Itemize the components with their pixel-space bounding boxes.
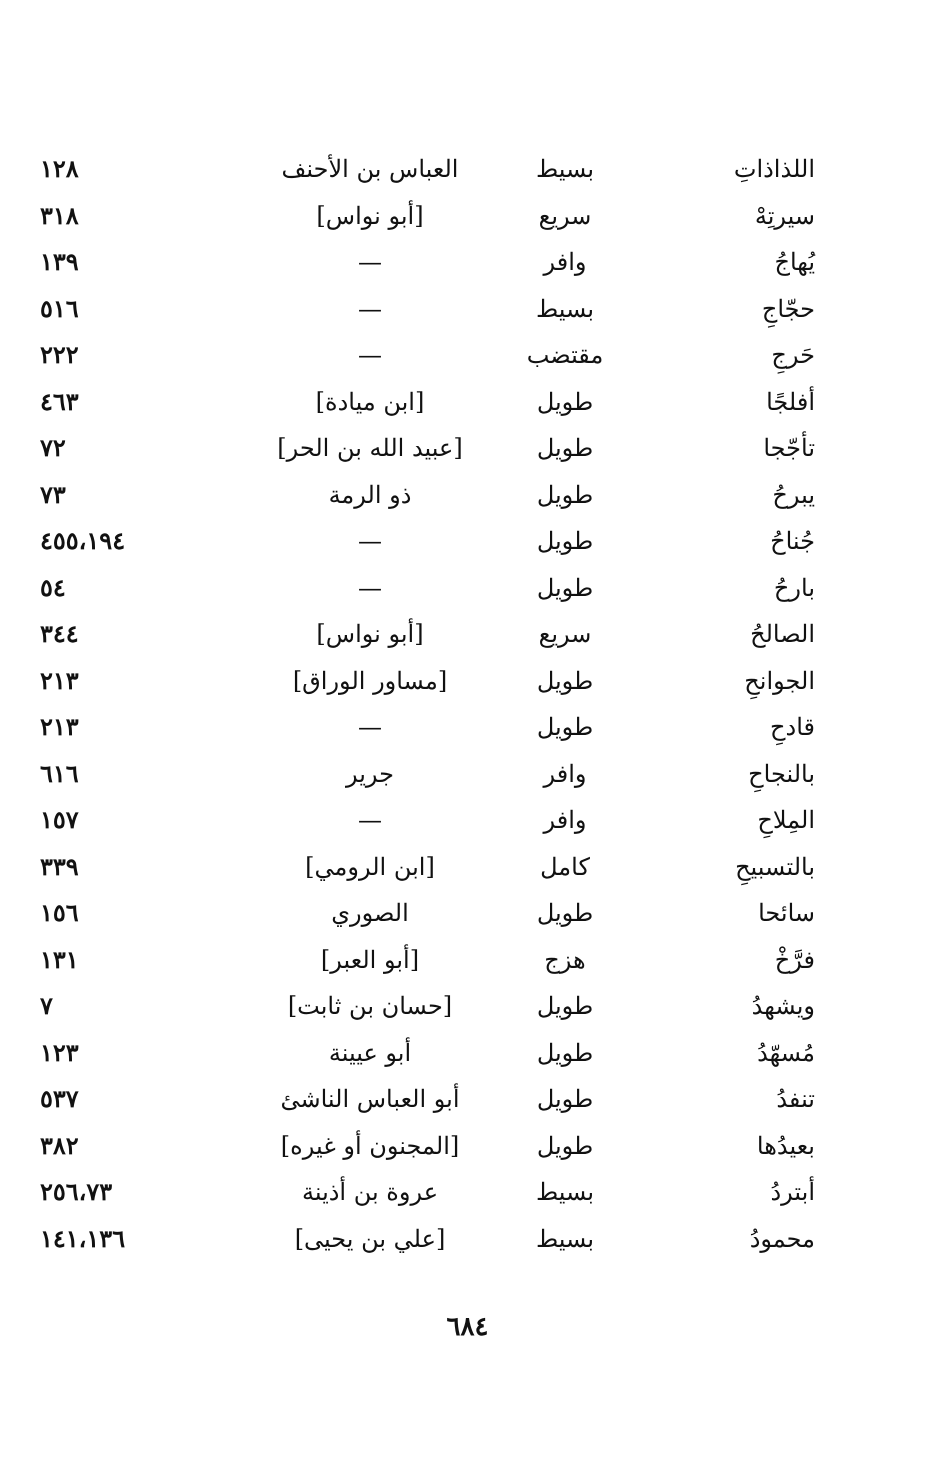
index-row [0,379,935,426]
index-row [0,193,935,240]
poet-name: — [358,248,382,276]
meter: طويل [536,573,594,602]
page-references: ٣١٨ [40,200,79,230]
index-row [0,1076,935,1123]
poet-name: أبو عيينة [328,1038,412,1067]
index-row [0,565,935,612]
page-references: ٣٨٢ [40,1130,79,1160]
rhyme-word: أفلجًا [766,387,815,416]
index-row [0,751,935,798]
poet-name: [ابن الرومي] [305,852,435,881]
index-row [0,146,935,193]
rhyme-word: بارحُ [773,573,815,602]
index-row [0,611,935,658]
poet-name: — [358,713,382,741]
meter: سريع [538,620,592,648]
rhyme-word: حجّاجِ [761,294,815,323]
meter: طويل [536,899,594,927]
index-row [0,1169,935,1216]
poet-name: — [358,573,382,602]
rhyme-word: أبتردُ [770,1178,815,1206]
poet-name: [ابن ميادة] [315,387,425,416]
page-references: ١٢٨ [40,154,79,183]
poet-name: [علي بن يحيى] [294,1224,446,1253]
poetry-index-table [0,146,935,1262]
index-row [0,332,935,379]
page-references: ٢١٣ [40,665,79,695]
meter: مقتضب [526,341,604,369]
rhyme-word: ويشهدُ [751,992,815,1020]
page-references: ٥١٦ [40,293,79,323]
page-references: ١٢٣ [40,1037,79,1067]
meter: طويل [536,1038,594,1067]
rhyme-word: المِلاحِ [757,806,815,834]
rhyme-word: قادحِ [770,713,815,741]
index-row [0,844,935,891]
poet-name: [المجنون أو غيره] [280,1131,460,1160]
poet-name: جرير [346,759,394,788]
index-row [0,890,935,937]
poet-name: الصوري [331,899,409,927]
rhyme-word: اللذاذاتِ [733,155,815,183]
page-references: ٤٦٣ [40,386,79,416]
meter: طويل [536,1085,594,1113]
rhyme-word: سيرتِهْ [754,201,815,230]
page-references: ١٥٦ [40,898,79,927]
meter: سريع [538,201,592,230]
index-row [0,797,935,844]
page-references: ٥٣٧ [40,1084,79,1113]
page-references: ٧٣ [40,479,66,509]
index-row [0,1123,935,1170]
rhyme-word: جُناحُ [770,527,815,555]
rhyme-word: تنفدُ [776,1085,815,1113]
poet-name: [أبو العبر] [320,945,420,974]
rhyme-word: تأجّجا [763,434,815,462]
page-references: ٧ [40,991,53,1020]
meter: طويل [536,666,594,695]
index-row [0,239,935,286]
poet-name: [حسان بن ثابت] [287,992,453,1020]
rhyme-word: بالتسبيحِ [735,852,815,881]
rhyme-word: يُهاجُ [774,248,815,276]
poet-name: — [358,527,382,555]
poet-name: عروة بن أذينة [301,1178,439,1206]
meter: بسيط [535,155,595,183]
rhyme-word: الجوانحِ [744,666,815,695]
index-row [0,1216,935,1263]
poet-name: [عبيد الله بن الحر] [277,434,463,462]
poet-name: — [358,806,382,834]
rhyme-word: يبرحُ [772,480,815,509]
meter: وافر [543,806,587,834]
meter: بسيط [535,1224,595,1253]
rhyme-word: مُسهّدُ [757,1038,815,1067]
page-references: ٤٥٥،١٩٤ [40,526,126,555]
page-references: ١٣١ [40,944,79,974]
index-row [0,983,935,1030]
page-references: ١٤١،١٣٦ [40,1223,126,1253]
poet-name: [أبو نواس] [316,620,424,648]
meter: طويل [536,480,594,509]
page-references: ١٥٧ [40,805,79,834]
rhyme-word: بالنجاحِ [748,759,815,788]
index-row [0,1030,935,1077]
meter: كامل [540,852,590,881]
page-references: ٥٤ [40,572,66,602]
page-references: ٦١٦ [40,758,79,788]
poet-name: أبو العباس الناشئ [280,1085,460,1113]
meter: طويل [536,527,594,555]
meter: طويل [536,1131,594,1160]
rhyme-word: حَرجِ [771,341,815,369]
page-references: ٢١٣ [40,712,79,741]
page-references: ٣٤٤ [40,619,79,648]
rhyme-word: الصالحُ [750,620,815,648]
meter: وافر [543,759,587,788]
index-row [0,518,935,565]
index-row [0,472,935,519]
index-row [0,425,935,472]
index-row [0,286,935,333]
rhyme-word: محمودُ [749,1224,815,1253]
poet-name: [أبو نواس] [316,201,424,230]
page-references: ١٣٩ [40,247,79,276]
poet-name: العباس بن الأحنف [281,155,459,183]
meter: وافر [543,248,587,276]
index-row [0,658,935,705]
rhyme-word: سائحا [758,899,815,927]
poet-name: — [358,294,382,323]
poet-name: — [358,341,382,369]
meter: طويل [536,434,594,462]
rhyme-word: فرَّخْ [774,945,815,974]
poet-name: ذو الرمة [328,480,412,509]
index-row [0,937,935,984]
meter: طويل [536,992,594,1020]
page-references: ٧٢ [40,433,66,462]
page-references: ٣٣٩ [40,851,79,881]
meter: بسيط [535,294,595,323]
page-references: ٢٥٦،٧٣ [40,1177,113,1206]
rhyme-word: بعيدُها [756,1131,815,1160]
index-row [0,704,935,751]
meter: هزج [544,945,586,974]
page-references: ٢٢٢ [40,340,79,369]
page-number: ٦٨٤ [446,1312,489,1342]
meter: طويل [536,713,594,741]
poet-name: [مساور الوراق] [292,666,448,695]
meter: بسيط [535,1178,595,1206]
meter: طويل [536,387,594,416]
